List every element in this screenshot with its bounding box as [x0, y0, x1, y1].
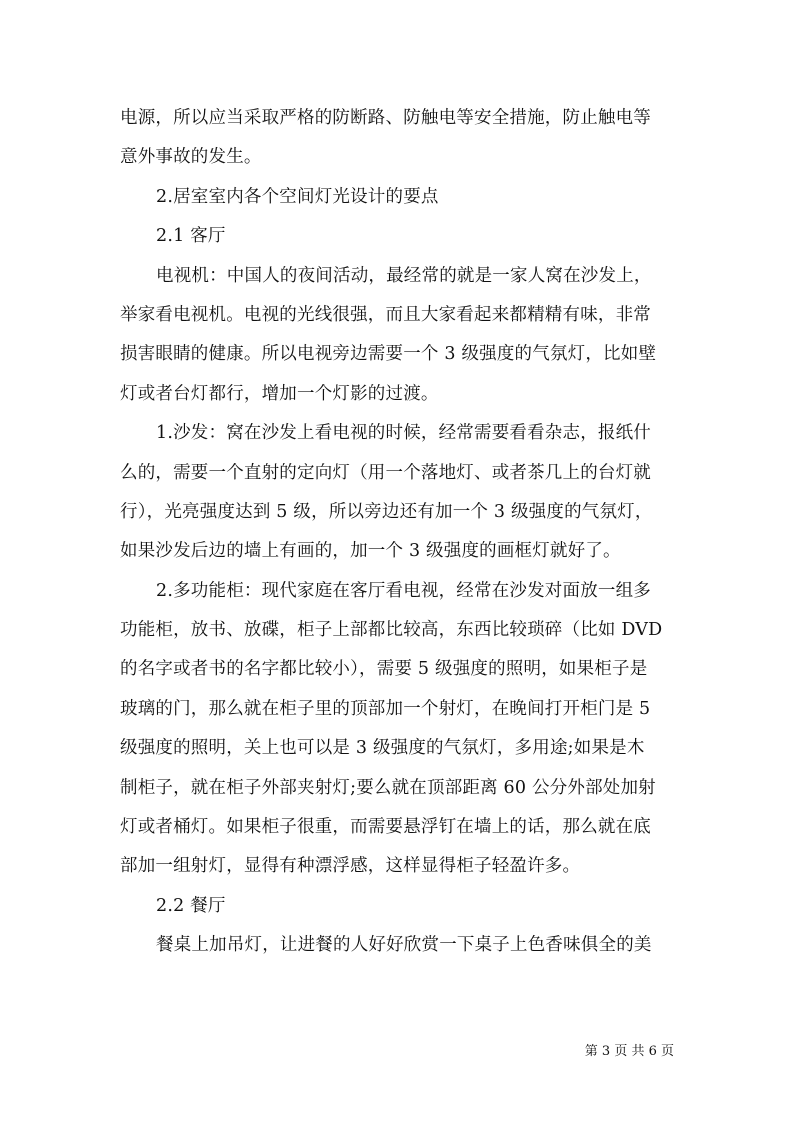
- subsection-heading: 2.2 餐厅: [156, 895, 226, 916]
- text-line: 餐桌上加吊灯，让进餐的人好好欣赏一下桌子上色香味俱全的美: [156, 935, 652, 956]
- text-line: 部加一组射灯，显得有种漂浮感，这样显得柜子轻盈许多。: [120, 856, 581, 877]
- text-line: 举家看电视机。电视的光线很强，而且大家看起来都精精有味，非常: [120, 304, 651, 325]
- document-body: [120, 99, 680, 966]
- text-line: 意外事故的发生。: [120, 147, 262, 168]
- text-line: 灯或者台灯都行，增加一个灯影的过渡。: [120, 383, 439, 404]
- text-line: 1.沙发：窝在沙发上看电视的时候，经常需要看看杂志，报纸什: [156, 423, 651, 444]
- text-line: 损害眼睛的健康。所以电视旁边需要一个 3 级强度的气氛灯，比如壁: [120, 344, 657, 365]
- text-line: 么的，需要一个直射的定向灯（用一个落地灯、或者茶几上的台灯就: [120, 462, 651, 483]
- text-line: 如果沙发后边的墙上有画的，加一个 3 级强度的画框灯就好了。: [120, 541, 621, 562]
- text-line: 制柜子，就在柜子外部夹射灯;要么就在顶部距离 60 公分外部处加射: [120, 777, 656, 798]
- text-line: 级强度的照明，关上也可以是 3 级强度的气氛灯，多用途;如果是木: [120, 738, 645, 759]
- text-line: 玻璃的门，那么就在柜子里的顶部加一个射灯，在晚间打开柜门是 5: [120, 698, 651, 719]
- page-number-footer: 第 3 页 共 6 页: [584, 1044, 674, 1059]
- subsection-heading: 2.1 客厅: [156, 226, 226, 247]
- text-line: 电源，所以应当采取严格的防断路、防触电等安全措施，防止触电等: [120, 108, 651, 128]
- text-line: 电视机：中国人的夜间活动，最经常的就是一家人窝在沙发上，: [156, 265, 652, 286]
- text-line: 2.多功能柜：现代家庭在客厅看电视，经常在沙发对面放一组多: [156, 580, 651, 601]
- text-line: 行），光亮强度达到 5 级，所以旁边还有加一个 3 级强度的气氛灯，: [120, 501, 653, 522]
- section-heading: 2.居室室内各个空间灯光设计的要点: [156, 186, 439, 207]
- text-line: 灯或者桶灯。如果柜子很重，而需要悬浮钉在墙上的话，那么就在底: [120, 817, 651, 838]
- text-line: 功能柜，放书、放碟，柜子上部都比较高，东西比较琐碎（比如 DVD: [120, 620, 663, 641]
- text-line: 的名字或者书的名字都比较小），需要 5 级强度的照明，如果柜子是: [120, 659, 648, 680]
